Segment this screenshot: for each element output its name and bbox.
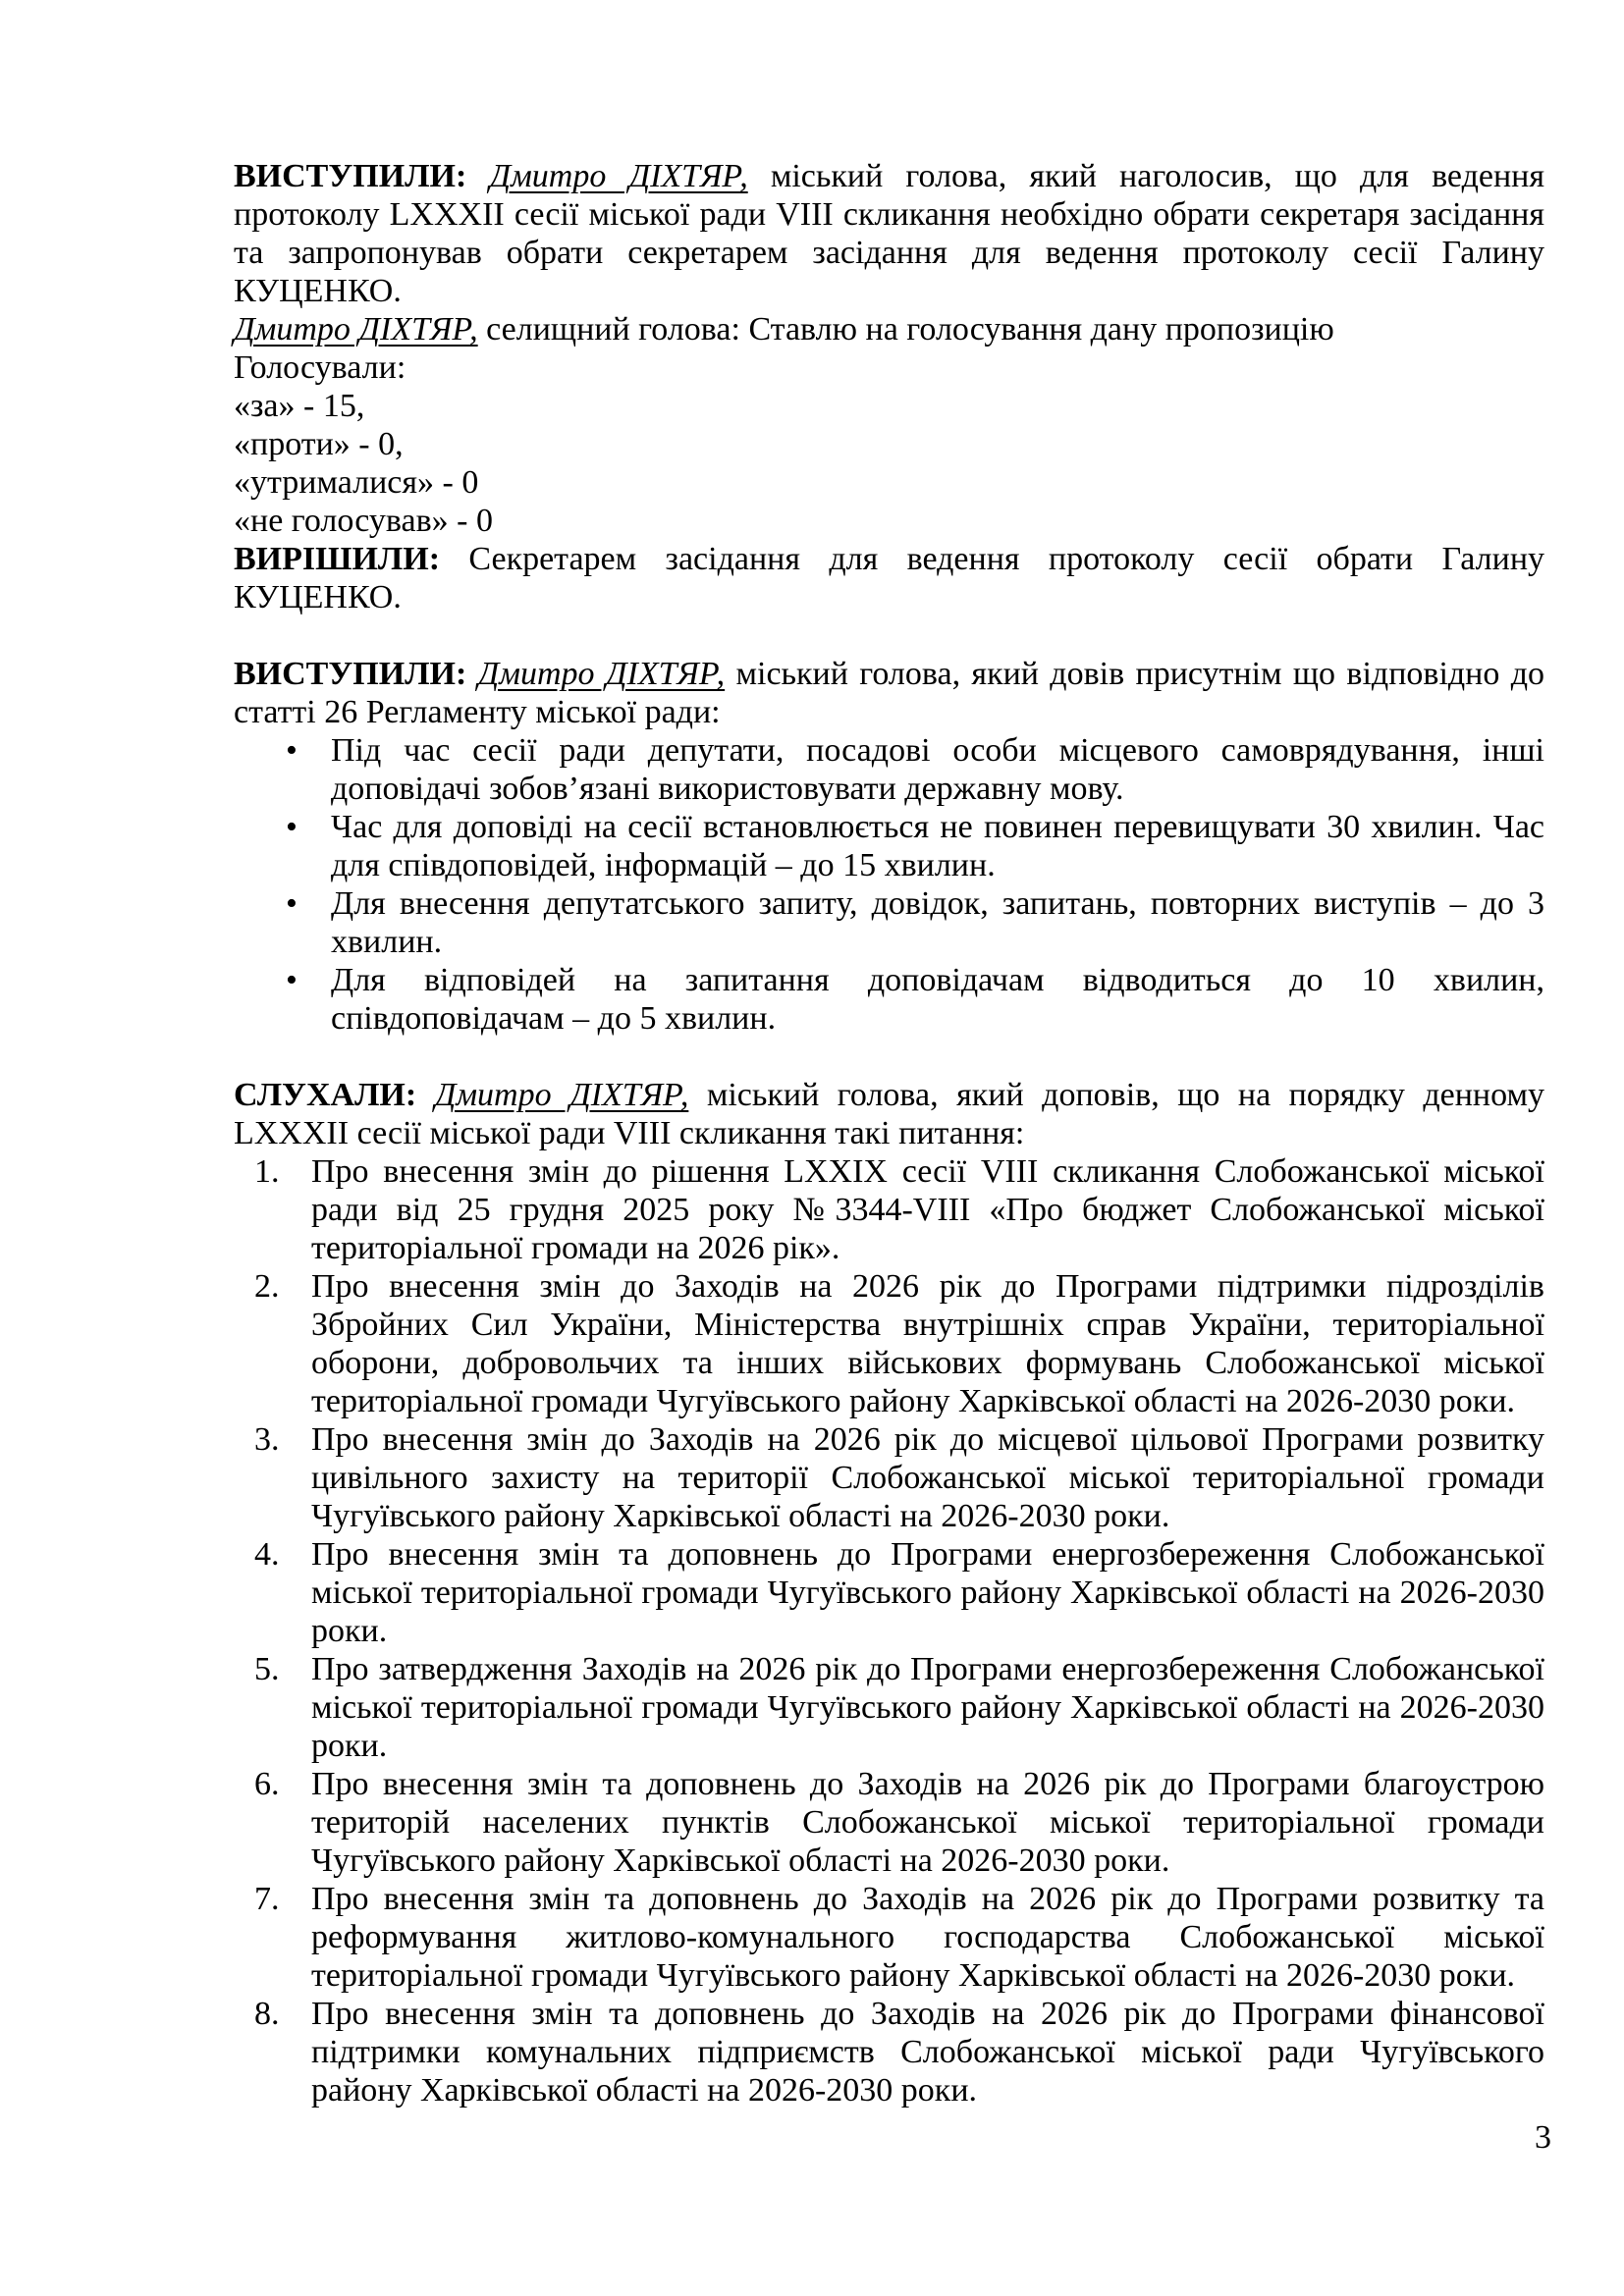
- rule-text: Для внесення депутатського запиту, довідок, запитань, повторних виступів – до 3 хвилин.: [331, 885, 1544, 960]
- item-text: Про внесення змін та доповнень до Заходів на 2026 рік до Програми фінансової підтримки комунальних підприємств Слобожанської міської ради Чугуївського району Харківської області на 2026-2030 роки.: [311, 1996, 1544, 2109]
- list-item: [234, 961, 1544, 1038]
- rule-text: Під час сесії ради депутати, посадові особи місцевого самоврядування, інші доповідачі зобов’язані використовувати державну мову.: [331, 732, 1544, 807]
- bullet-icon: •: [286, 962, 298, 998]
- bullet-icon: •: [286, 885, 298, 922]
- section-label: ВИСТУПИЛИ:: [234, 158, 467, 194]
- agenda-item: [234, 1152, 1544, 1267]
- item-number: 1.: [254, 1153, 280, 1190]
- item-number: 2.: [254, 1268, 280, 1305]
- speech-text: міський голова, який довів присутнім що відповідно до статті 26 Регламенту міської ради:: [234, 656, 1545, 730]
- item-text: Про внесення змін та доповнень до Заходів на 2026 рік до Програми розвитку та реформування житлово-комунального господарства Слобожанської міської територіальної громади Чугуївського району Харківської області на 2026-2030 роки.: [311, 1881, 1544, 1994]
- agenda-list: [234, 1152, 1544, 2109]
- paragraph-speech-1: [234, 157, 1544, 310]
- item-number: 5.: [254, 1651, 280, 1687]
- list-item: [234, 884, 1544, 961]
- speaker-name: Дмитро ДІХТЯР,: [489, 158, 748, 194]
- agenda-item: [234, 1420, 1544, 1535]
- motion-text: селищний голова: Ставлю на голосування дану пропозицію: [486, 311, 1334, 347]
- item-number: 4.: [254, 1536, 280, 1573]
- list-item: [234, 731, 1544, 808]
- section-label: СЛУХАЛИ:: [234, 1077, 417, 1113]
- item-number: 7.: [254, 1881, 280, 1917]
- decision-text: Секретарем засідання для ведення протоколу сесії обрати Галину КУЦЕНКО.: [234, 541, 1545, 615]
- rule-text: Час для доповіді на сесії встановлюється не повинен перевищувати 30 хвилин. Час для співдоповідей, інформацій – до 15 хвилин.: [331, 809, 1544, 883]
- agenda-item: [234, 1535, 1544, 1650]
- speaker-name: Дмитро ДІХТЯР,: [234, 311, 478, 347]
- agenda-item: [234, 1995, 1544, 2109]
- rule-text: Для відповідей на запитання доповідачам відводиться до 10 хвилин, співдоповідачам – до 5 хвилин.: [331, 962, 1544, 1037]
- item-number: 8.: [254, 1996, 280, 2032]
- item-text: Про внесення змін до рішення LXXIX сесії VIII скликання Слобожанської міської ради від 25 грудня 2025 року №3344-VIII «Про бюджет Слобожанської міської територіальної громади на 2026 рік».: [311, 1153, 1544, 1266]
- agenda-item: [234, 1650, 1544, 1765]
- item-text: Про внесення змін та доповнень до Програми енергозбереження Слобожанської міської територіальної громади Чугуївського району Харківської області на 2026-2030 роки.: [311, 1536, 1544, 1649]
- paragraph-motion: [234, 310, 1544, 348]
- section-label: ВИСТУПИЛИ:: [234, 656, 467, 692]
- vote-result-against: «проти» - 0,: [234, 426, 404, 462]
- agenda-item: [234, 1765, 1544, 1880]
- vote-result-abstained: «утрималися» - 0: [234, 464, 479, 501]
- speaker-name: Дмитро ДІХТЯР,: [477, 656, 726, 692]
- section-label: ВИРІШИЛИ:: [234, 541, 441, 577]
- bullet-icon: •: [286, 732, 298, 769]
- item-text: Про затвердження Заходів на 2026 рік до Програми енергозбереження Слобожанської міської територіальної громади Чугуївського району Харківської області на 2026-2030 роки.: [311, 1651, 1544, 1764]
- bullet-icon: •: [286, 809, 298, 845]
- paragraph-speech-2: [234, 655, 1544, 731]
- list-item: [234, 808, 1544, 884]
- agenda-heading-text: міський голова, який доповів, що на порядку денному LXXXII сесії міської ради VIII скликання такі питання:: [234, 1077, 1544, 1151]
- item-text: Про внесення змін та доповнень до Заходів на 2026 рік до Програми благоустрою територій населених пунктів Слобожанської міської територіальної громади Чугуївського району Харківської області на 2026-2030 роки.: [311, 1766, 1544, 1879]
- speech-text: міський голова, який наголосив, що для ведення протоколу LXXXII сесії міської ради VIII скликання необхідно обрати секретаря засідання та запропонував обрати секретарем засідання для ведення протоколу сесії Галину КУЦЕНКО.: [234, 158, 1544, 309]
- item-number: 6.: [254, 1766, 280, 1802]
- paragraph-decision: [234, 540, 1544, 616]
- vote-result-not-voted: «не голосував» - 0: [234, 503, 493, 539]
- agenda-item: [234, 1880, 1544, 1995]
- page-number: 3: [1535, 2119, 1551, 2156]
- voting-header: Голосували:: [234, 349, 406, 386]
- vote-result-for: «за» - 15,: [234, 388, 365, 424]
- item-number: 3.: [254, 1421, 280, 1458]
- paragraph-agenda-heading: [234, 1076, 1544, 1152]
- rules-list: [234, 731, 1544, 1038]
- item-text: Про внесення змін до Заходів на 2026 рік до місцевої цільової Програми розвитку цивільного захисту на території Слобожанської міської територіальної громади Чугуївського району Харківської області на 2026-2030 роки.: [311, 1421, 1544, 1534]
- item-text: Про внесення змін до Заходів на 2026 рік до Програми підтримки підрозділів Збройних Сил України, Міністерства внутрішніх справ України, територіальної оборони, добровольчих та інших військових формувань Слобожанської міської територіальної громади Чугуївського району Харківської області на 2026-2030 роки.: [311, 1268, 1544, 1419]
- speaker-name: Дмитро ДІХТЯР,: [434, 1077, 689, 1113]
- agenda-item: [234, 1267, 1544, 1420]
